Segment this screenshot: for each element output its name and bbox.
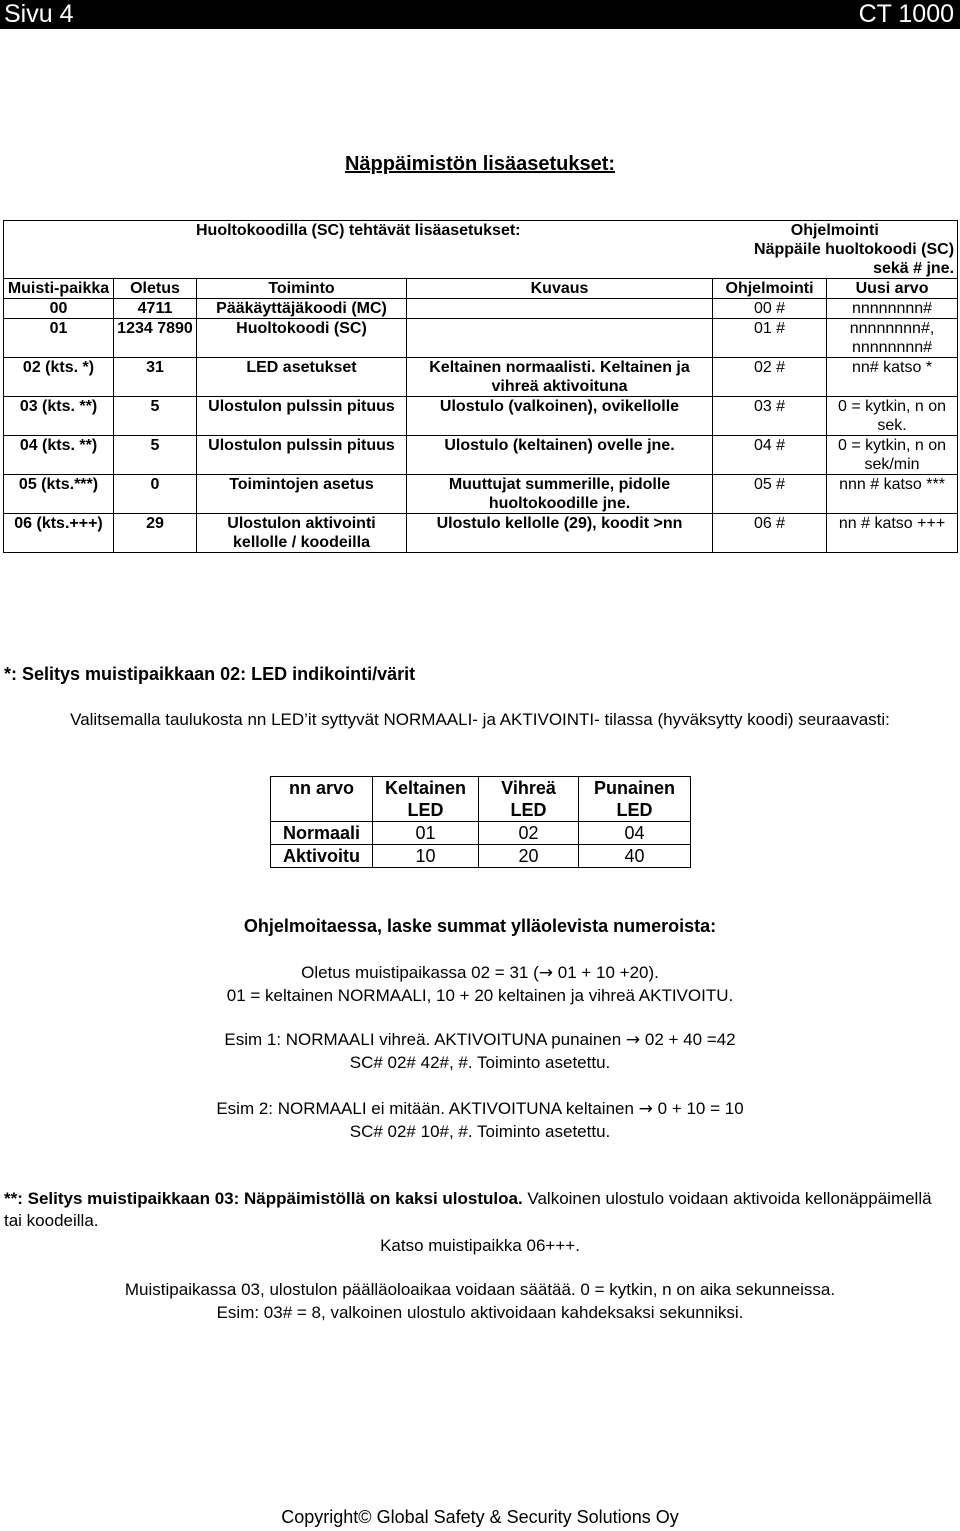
table-title-row	[4, 221, 958, 279]
table-row: 02 (kts. *) 31 LED asetukset Keltainen normaalisti. Keltainen ja vihreä aktivoituna 02 # nn# katso *	[4, 358, 958, 397]
note-03-para-3: Esim: 03# = 8, valkoinen ulostulo aktivoidaan kahdeksaksi sekunniksi.	[216, 1303, 744, 1322]
col-header-value: Uusi arvo	[827, 279, 958, 299]
product-name: CT 1000	[858, 0, 954, 28]
col-header-prog: Ohjelmointi	[713, 279, 827, 299]
col-header-desc: Kuvaus	[407, 279, 713, 299]
note-03-see: Katso muistipaikka 06+++.	[380, 1236, 580, 1255]
table-header-row	[4, 279, 958, 299]
table-title: Huoltokoodilla (SC) tehtävät lisäasetukset:	[4, 221, 713, 279]
footer-copyright: Copyright© Global Safety & Security Solutions Oy	[281, 1507, 679, 1527]
table-row: 06 (kts.+++) 29 Ulostulon aktivointi kellolle / koodeilla Ulostulo kellolle (29), koodit >nn 06 # nn # katso +++	[4, 514, 958, 553]
table-row: 04 (kts. **) 5 Ulostulon pulssin pituus Ulostulo (keltainen) ovelle jne. 04 # 0 = kytkin, n on sek/min	[4, 436, 958, 475]
col-header-default: Oletus	[114, 279, 197, 299]
example-1: Esim 1: NORMAALI vihreä. AKTIVOITUNA punainen → 02 + 40 =42	[224, 1030, 736, 1050]
note-03	[4, 1188, 954, 1232]
note-02-text: Valitsemalla taulukosta nn LED’it syttyvät NORMAALI- ja AKTIVOINTI- tilassa (hyväksytty koodi) seuraavasti:	[70, 710, 890, 729]
page-number: Sivu 4	[4, 0, 74, 28]
table-row: 03 (kts. **) 5 Ulostulon pulssin pituus Ulostulo (valkoinen), ovikellolle 03 # 0 = kytkin, n on sek.	[4, 397, 958, 436]
page-title: Näppäimistön lisäasetukset:	[344, 153, 616, 175]
note-03-title: **: Selitys muistipaikkaan 03: Näppäimistöllä on kaksi ulostuloa.	[4, 1189, 523, 1208]
led-table	[270, 776, 691, 868]
arrow-icon: →	[538, 963, 554, 983]
settings-table	[3, 220, 958, 553]
table-row: 05 (kts.***) 0 Toimintojen asetus Muuttujat summerille, pidolle huoltokoodille jne. 05 # nnn # katso ***	[4, 475, 958, 514]
sum-line-2: 01 = keltainen NORMAALI, 10 + 20 keltainen ja vihreä AKTIVOITU.	[226, 986, 734, 1005]
note-02-title: *: Selitys muistipaikkaan 02: LED indikointi/värit	[4, 664, 416, 684]
col-header-function: Toiminto	[197, 279, 407, 299]
sum-title: Ohjelmoitaessa, laske summat ylläolevista numeroista:	[243, 916, 717, 936]
led-row: Aktivoitu 10 20 40	[271, 845, 691, 868]
table-row: 00 4711 Pääkäyttäjäkoodi (MC) 00 # nnnnnnnn#	[4, 299, 958, 319]
table-prog-header: Ohjelmointi Näppäile huoltokoodi (SC) sekä # jne.	[713, 221, 958, 279]
example-1-result: SC# 02# 42#, #. Toiminto asetettu.	[349, 1053, 611, 1072]
page-header	[0, 0, 960, 29]
note-03-text: Valkoinen ulostulo voidaan aktivoida kellonäppäimellä tai koodeilla.	[4, 1189, 932, 1230]
table-row: 01 1234 7890 Huoltokoodi (SC) 01 # nnnnnnnn#, nnnnnnnn#	[4, 319, 958, 358]
led-row: Normaali 01 02 04	[271, 822, 691, 845]
arrow-icon: →	[625, 1030, 641, 1050]
example-2: Esim 2: NORMAALI ei mitään. AKTIVOITUNA keltainen → 0 + 10 = 10	[216, 1099, 744, 1119]
led-header-row: nn arvo Keltainen LED Vihreä LED Punainen LED	[271, 777, 691, 822]
col-header-mem: Muisti-paikka	[4, 279, 114, 299]
sum-line-1: Oletus muistipaikassa 02 = 31 (→ 01 + 10 +20).	[301, 963, 659, 983]
example-2-result: SC# 02# 10#, #. Toiminto asetettu.	[349, 1122, 611, 1141]
arrow-icon: →	[638, 1099, 653, 1119]
note-03-para-2: Muistipaikassa 03, ulostulon päälläoloaikaa voidaan säätää. 0 = kytkin, n on aika sekunneissa.	[124, 1280, 836, 1299]
